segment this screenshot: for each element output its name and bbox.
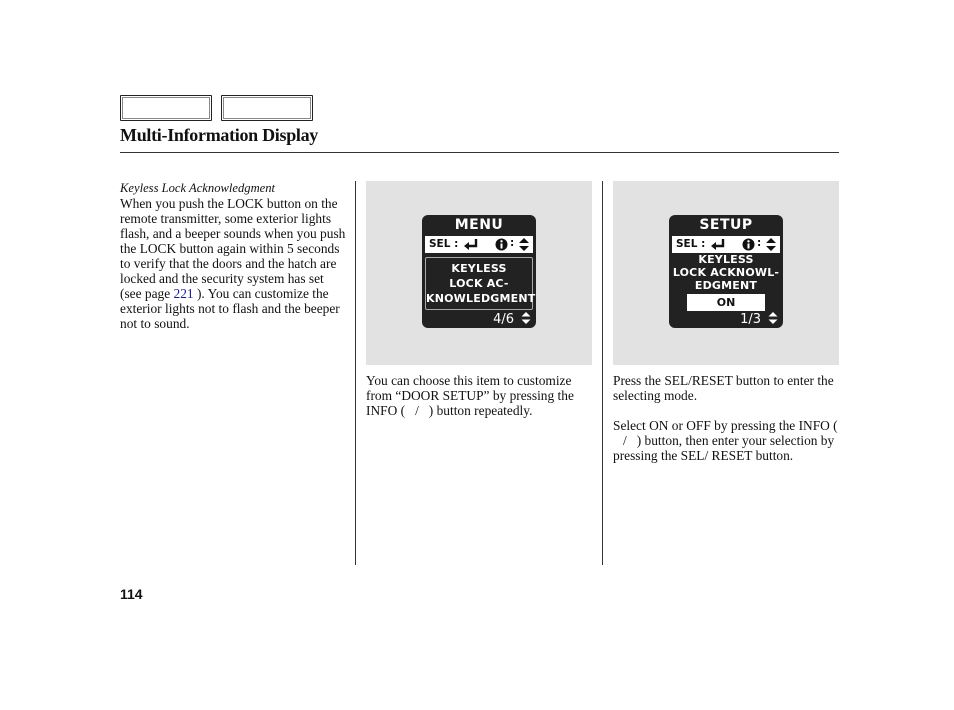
lcd-header: MENU bbox=[454, 217, 504, 233]
page-up-down-icon bbox=[521, 312, 531, 324]
lcd-item-line: KNOWLEDGMENT bbox=[426, 292, 536, 305]
info-icon bbox=[742, 238, 755, 251]
enter-arrow-icon bbox=[463, 238, 479, 251]
lcd-page-indicator: 1/3 bbox=[740, 312, 761, 327]
column-1-text-a: When you push the LOCK button on the remote transmitter, some exterior lights flash, and a beeper sounds when you push the LOCK button again within 5 seconds to verify that the doors and the hatch are locked and the security system has set (see page bbox=[120, 196, 346, 301]
lcd-sel-bar bbox=[425, 236, 533, 253]
info-up-icon bbox=[613, 435, 623, 446]
lcd-item-line: KEYLESS bbox=[451, 262, 507, 275]
nav-table-of-contents-button[interactable] bbox=[221, 95, 313, 121]
menu-display-figure bbox=[366, 181, 592, 365]
column-1-text-b: ). You can customize the exterior lights not to flash and the beeper not to sound. bbox=[120, 286, 340, 331]
info-down-icon bbox=[627, 435, 637, 446]
column-divider-1 bbox=[355, 181, 356, 565]
lcd-sel-bar bbox=[672, 236, 780, 253]
lcd-setting-title bbox=[672, 253, 780, 292]
column-3-slash: / bbox=[623, 433, 627, 448]
column-3-para-1: Press the SEL/RESET button to enter the selecting mode. bbox=[613, 373, 834, 403]
page-221-link[interactable]: 221 bbox=[173, 286, 194, 301]
lcd-item-line: LOCK AC- bbox=[449, 277, 509, 290]
lcd-option-selected: ON bbox=[687, 294, 765, 311]
sel-colon: : bbox=[757, 237, 762, 249]
lcd-item-line: LOCK ACKNOWL- bbox=[672, 266, 780, 279]
column-divider-2 bbox=[602, 181, 603, 565]
page-up-down-icon bbox=[768, 312, 778, 324]
column-2-text-a: You can choose this item to customize from “DOOR SETUP” by pressing the INFO ( bbox=[366, 373, 574, 418]
lcd-screen bbox=[669, 215, 783, 328]
lcd-header: SETUP bbox=[699, 217, 753, 233]
column-2-text bbox=[366, 373, 592, 418]
page-number: 114 bbox=[120, 586, 143, 602]
column-3-text-b: ) button, then enter your selection by pressing the SEL/ RESET button. bbox=[613, 433, 835, 463]
section-title: Multi-Information Display bbox=[120, 125, 319, 145]
info-up-icon bbox=[405, 405, 415, 416]
column-3-text-a: Select ON or OFF by pressing the INFO ( bbox=[613, 418, 838, 433]
title-divider bbox=[120, 152, 839, 153]
lcd-screen bbox=[422, 215, 536, 328]
column-2-text-b: ) button repeatedly. bbox=[428, 403, 533, 418]
sel-label: SEL : bbox=[429, 238, 459, 250]
column-2-slash: / bbox=[415, 403, 419, 418]
info-down-icon bbox=[419, 405, 429, 416]
setup-display-figure bbox=[613, 181, 839, 365]
up-down-arrow-icon bbox=[518, 238, 530, 251]
keyless-lock-subheading: Keyless Lock Acknowledgment bbox=[120, 181, 276, 195]
column-3-para-2 bbox=[613, 418, 839, 463]
lcd-page-indicator: 4/6 bbox=[493, 312, 514, 327]
up-down-arrow-icon bbox=[765, 238, 777, 251]
sel-label: SEL : bbox=[676, 238, 706, 250]
enter-arrow-icon bbox=[710, 238, 726, 251]
lcd-item-line: KEYLESS bbox=[698, 253, 754, 266]
sel-colon: : bbox=[510, 237, 515, 249]
column-3-text bbox=[613, 373, 839, 463]
column-1-text bbox=[120, 181, 348, 331]
info-icon bbox=[495, 238, 508, 251]
nav-main-menu-button[interactable] bbox=[120, 95, 212, 121]
lcd-item-line: EDGMENT bbox=[694, 279, 758, 292]
lcd-selected-item bbox=[425, 257, 536, 310]
